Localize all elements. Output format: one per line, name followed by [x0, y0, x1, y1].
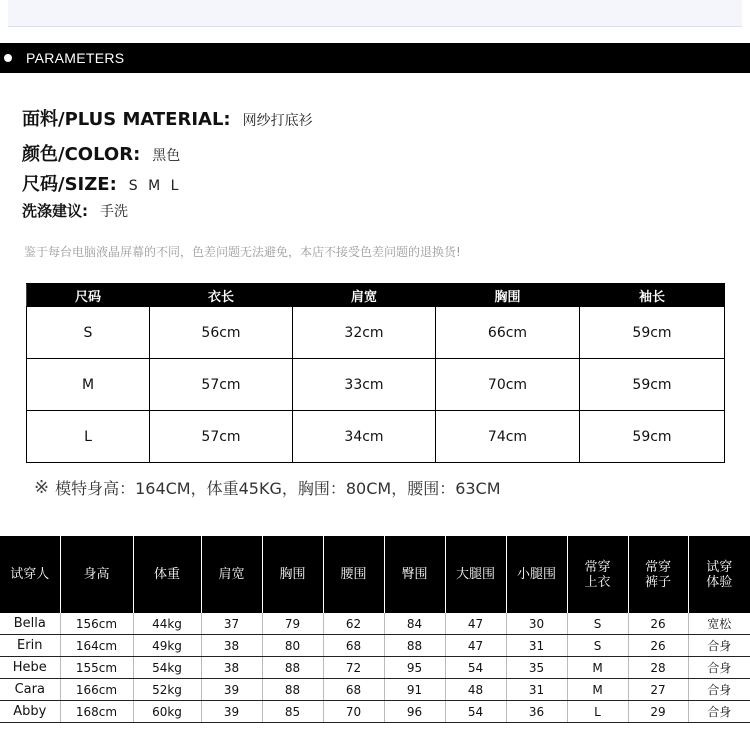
table-cell: 70cm [436, 359, 580, 411]
size-col-header: 尺码 [27, 284, 150, 307]
table-cell: 39 [201, 701, 262, 723]
section-header-title: PARAMETERS [26, 50, 125, 66]
table-cell: 26 [628, 635, 688, 657]
table-cell: 68 [323, 635, 384, 657]
table-cell: 62 [323, 613, 384, 635]
length-col-header: 衣长 [150, 284, 293, 307]
bullet-dot-icon [4, 54, 12, 62]
size-label: 尺码/SIZE: [22, 174, 117, 195]
shoulder-col-header: 肩宽 [201, 536, 262, 613]
table-cell: 30 [506, 613, 567, 635]
top-size-col-header: 常穿 上衣 [567, 536, 628, 613]
table-cell: 85 [262, 701, 323, 723]
table-cell: M [567, 679, 628, 701]
bust-col-header: 胸围 [262, 536, 323, 613]
table-cell: Bella [0, 613, 60, 635]
table-cell: S [27, 307, 150, 359]
try-on-table [0, 536, 750, 723]
color-label: 颜色/COLOR: [22, 144, 141, 165]
table-cell: 52kg [133, 679, 201, 701]
table-cell: 31 [506, 635, 567, 657]
table-cell: 35 [506, 657, 567, 679]
spec-size [22, 170, 181, 196]
table-row [0, 701, 750, 723]
table-cell: 38 [201, 657, 262, 679]
table-cell: 39 [201, 679, 262, 701]
table-cell: 49kg [133, 635, 201, 657]
table-row [27, 411, 725, 463]
tester-col-header: 试穿人 [0, 536, 60, 613]
table-cell: 155cm [60, 657, 133, 679]
table-cell: 31 [506, 679, 567, 701]
material-value: 网纱打底衫 [242, 113, 313, 129]
table-cell: 80 [262, 635, 323, 657]
table-cell: 54 [445, 701, 506, 723]
thigh-col-header: 大腿围 [445, 536, 506, 613]
table-cell: Abby [0, 701, 60, 723]
table-cell: 48 [445, 679, 506, 701]
spec-wash [22, 200, 128, 221]
size-value: S M L [128, 178, 182, 194]
table-cell: 84 [384, 613, 445, 635]
table-row [0, 679, 750, 701]
table-cell: 56cm [150, 307, 293, 359]
table-cell: 57cm [150, 411, 293, 463]
table-cell: 44kg [133, 613, 201, 635]
material-label: 面料/PLUS MATERIAL: [22, 109, 231, 130]
section-header-bar [0, 43, 750, 73]
color-notice: 鉴于每台电脑液晶屏幕的不同，色差问题无法避免，本店不接受色差问题的退换货! [24, 245, 461, 259]
table-cell: 29 [628, 701, 688, 723]
table-row [27, 307, 725, 359]
table-cell: 47 [445, 635, 506, 657]
table-cell: 57cm [150, 359, 293, 411]
try-table-header-row [0, 536, 750, 613]
table-cell: 合身 [688, 657, 750, 679]
sleeve-col-header: 袖长 [580, 284, 725, 307]
table-cell: 宽松 [688, 613, 750, 635]
table-cell: 88 [384, 635, 445, 657]
table-cell: 60kg [133, 701, 201, 723]
size-table [26, 283, 725, 463]
color-value: 黑色 [152, 148, 181, 164]
table-cell: 28 [628, 657, 688, 679]
table-cell: 合身 [688, 635, 750, 657]
size-table-header-row [27, 284, 725, 307]
table-cell: 47 [445, 613, 506, 635]
height-col-header: 身高 [60, 536, 133, 613]
table-cell: 32cm [293, 307, 436, 359]
table-cell: 合身 [688, 679, 750, 701]
table-cell: 36 [506, 701, 567, 723]
calf-col-header: 小腿围 [506, 536, 567, 613]
spec-color [22, 140, 180, 166]
table-cell: Erin [0, 635, 60, 657]
table-cell: 59cm [580, 359, 725, 411]
table-cell: 70 [323, 701, 384, 723]
wash-label: 洗涤建议: [22, 202, 88, 220]
table-cell: 88 [262, 679, 323, 701]
table-cell: 168cm [60, 701, 133, 723]
table-cell: 72 [323, 657, 384, 679]
table-row [27, 359, 725, 411]
table-cell: 88 [262, 657, 323, 679]
table-cell: Cara [0, 679, 60, 701]
wash-value: 手洗 [100, 204, 128, 220]
table-cell: 27 [628, 679, 688, 701]
table-row [0, 657, 750, 679]
table-cell: 59cm [580, 411, 725, 463]
shoulder-col-header: 肩宽 [293, 284, 436, 307]
table-cell: 79 [262, 613, 323, 635]
table-cell: 54kg [133, 657, 201, 679]
hip-col-header: 臀围 [384, 536, 445, 613]
table-cell: Hebe [0, 657, 60, 679]
table-row [0, 613, 750, 635]
waist-col-header: 腰围 [323, 536, 384, 613]
table-cell: 156cm [60, 613, 133, 635]
top-strip [8, 0, 742, 27]
table-cell: 164cm [60, 635, 133, 657]
table-cell: L [27, 411, 150, 463]
table-cell: M [567, 657, 628, 679]
fit-col-header: 试穿 体验 [688, 536, 750, 613]
model-info-text: 模特身高：164CM，体重45KG，胸围：80CM，腰围：63CM [55, 479, 501, 498]
table-cell: 38 [201, 635, 262, 657]
model-info [34, 476, 501, 499]
table-cell: 91 [384, 679, 445, 701]
table-cell: 33cm [293, 359, 436, 411]
bust-col-header: 胸围 [436, 284, 580, 307]
table-row [0, 635, 750, 657]
reference-mark-icon: ※ [34, 477, 50, 498]
table-cell: 166cm [60, 679, 133, 701]
pants-size-col-header: 常穿 裤子 [628, 536, 688, 613]
table-cell: 54 [445, 657, 506, 679]
table-cell: L [567, 701, 628, 723]
table-cell: M [27, 359, 150, 411]
table-cell: 59cm [580, 307, 725, 359]
table-cell: 96 [384, 701, 445, 723]
table-cell: S [567, 613, 628, 635]
table-cell: 34cm [293, 411, 436, 463]
table-cell: 68 [323, 679, 384, 701]
table-cell: 37 [201, 613, 262, 635]
table-cell: 26 [628, 613, 688, 635]
table-cell: 74cm [436, 411, 580, 463]
spec-material [22, 105, 313, 131]
table-cell: 合身 [688, 701, 750, 723]
table-cell: 66cm [436, 307, 580, 359]
table-cell: S [567, 635, 628, 657]
table-cell: 95 [384, 657, 445, 679]
weight-col-header: 体重 [133, 536, 201, 613]
